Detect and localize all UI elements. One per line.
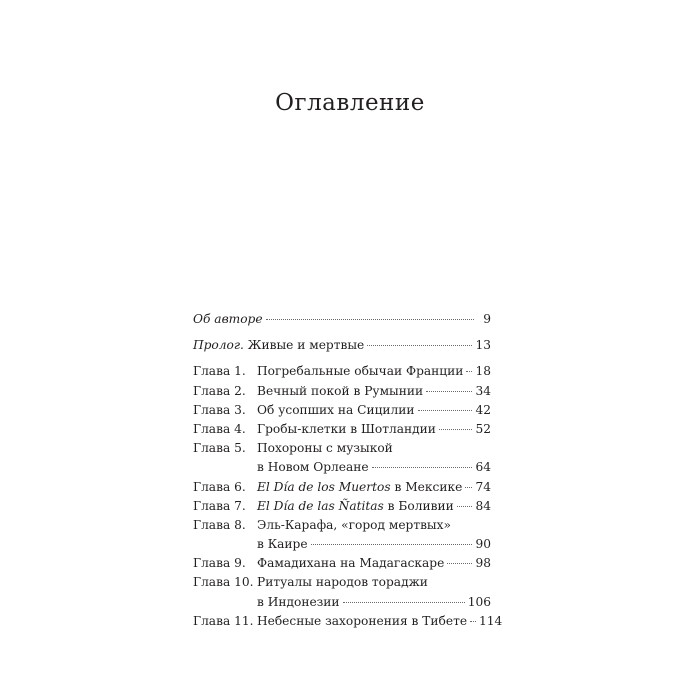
- toc-page-number: 84: [475, 498, 491, 513]
- chapter-label: Глава 1.: [193, 364, 246, 379]
- chapter-label: Глава 3.: [193, 402, 246, 417]
- toc-page-number: 18: [475, 364, 491, 379]
- dot-leader: [447, 563, 472, 564]
- toc-page-number: 13: [475, 338, 491, 353]
- toc-page-number: 90: [475, 537, 491, 552]
- toc-entry-chapter-10[interactable]: [193, 573, 491, 592]
- dot-leader: [470, 621, 476, 622]
- chapter-label: Глава 10.: [193, 575, 254, 590]
- toc-entry-title: Небесные захоронения в Тибете: [257, 613, 468, 628]
- toc-entry-chapter-9[interactable]: [193, 554, 491, 573]
- toc-entry-chapter-4[interactable]: [193, 420, 491, 439]
- chapter-label: Глава 7.: [193, 498, 246, 513]
- toc-page-number: 114: [479, 613, 503, 628]
- chapter-label: Глава 4.: [193, 421, 246, 436]
- toc-entry-chapter-3[interactable]: [193, 401, 491, 420]
- toc-entry-title: в Новом Орлеане: [257, 460, 369, 475]
- toc-entry-title: Ритуалы народов тораджи: [257, 575, 428, 590]
- dot-leader: [465, 487, 472, 488]
- dot-leader: [439, 429, 473, 430]
- chapter-label: Глава 9.: [193, 556, 246, 571]
- toc-page-number: 106: [467, 594, 491, 609]
- toc-entry-title: Об авторе: [193, 312, 263, 326]
- chapter-label: Глава 8.: [193, 517, 246, 532]
- toc-entry-title: Пролог. Живые и мертвые: [193, 338, 365, 353]
- dot-leader: [372, 467, 473, 468]
- toc-entry-continuation[interactable]: [193, 593, 491, 612]
- page-title: Оглавление: [275, 90, 425, 116]
- toc-entry-prologue[interactable]: [193, 336, 491, 355]
- toc-entry-chapter-2[interactable]: [193, 382, 491, 401]
- toc-page-number: 98: [475, 556, 491, 571]
- toc-entry-continuation[interactable]: [193, 458, 491, 477]
- toc-entry-title: Об усопших на Сицилии: [257, 402, 415, 417]
- toc-entry-chapter-6[interactable]: [193, 478, 491, 497]
- toc-entry-chapter-1[interactable]: [193, 362, 491, 381]
- dot-leader: [466, 371, 472, 372]
- toc-entry-title: El Día de los Muertos в Мексике: [257, 479, 463, 494]
- toc-page-number: 42: [475, 402, 491, 417]
- toc-entry-title: Погребальные обычаи Франции: [257, 364, 464, 379]
- toc-entry-title: Фамадихана на Мадагаскаре: [257, 556, 445, 571]
- chapter-label: Глава 6.: [193, 479, 246, 494]
- dot-leader: [457, 506, 473, 507]
- toc-entry-title: El Día de las Ñatitas в Боливии: [257, 498, 454, 513]
- toc-page-number: 34: [475, 383, 491, 398]
- dot-leader: [343, 602, 465, 603]
- toc-entry-chapter-11[interactable]: [193, 612, 503, 631]
- toc-entry-chapter-7[interactable]: [193, 497, 491, 516]
- toc-entry-title: Похороны с музыкой: [257, 441, 393, 456]
- toc-entry-about-author[interactable]: [193, 310, 491, 329]
- dot-leader: [426, 391, 472, 392]
- toc-page-number: 74: [475, 479, 491, 494]
- dot-leader: [367, 345, 472, 346]
- toc-entry-title: в Каире: [257, 537, 308, 552]
- toc-entry-title: Гробы-клетки в Шотландии: [257, 421, 436, 436]
- chapter-list: [193, 362, 503, 631]
- chapter-label: Глава 11.: [193, 613, 254, 628]
- toc-entry-title: Вечный покой в Румынии: [257, 383, 424, 398]
- toc-page-number: 9: [483, 312, 491, 326]
- toc-page-number: 52: [475, 421, 491, 436]
- toc-entry-chapter-5[interactable]: [193, 439, 491, 458]
- toc-entry-title: Эль-Карафа, «город мертвых»: [257, 517, 451, 532]
- toc-entry-continuation[interactable]: [193, 535, 491, 554]
- table-of-contents: [193, 310, 503, 631]
- toc-entry-title: в Индонезии: [257, 594, 340, 609]
- dot-leader: [418, 410, 473, 411]
- chapter-label: Глава 5.: [193, 441, 246, 456]
- dot-leader: [311, 544, 473, 545]
- toc-page-number: 64: [475, 460, 491, 475]
- toc-entry-chapter-8[interactable]: [193, 516, 491, 535]
- chapter-label: Глава 2.: [193, 383, 246, 398]
- dot-leader: [266, 319, 474, 320]
